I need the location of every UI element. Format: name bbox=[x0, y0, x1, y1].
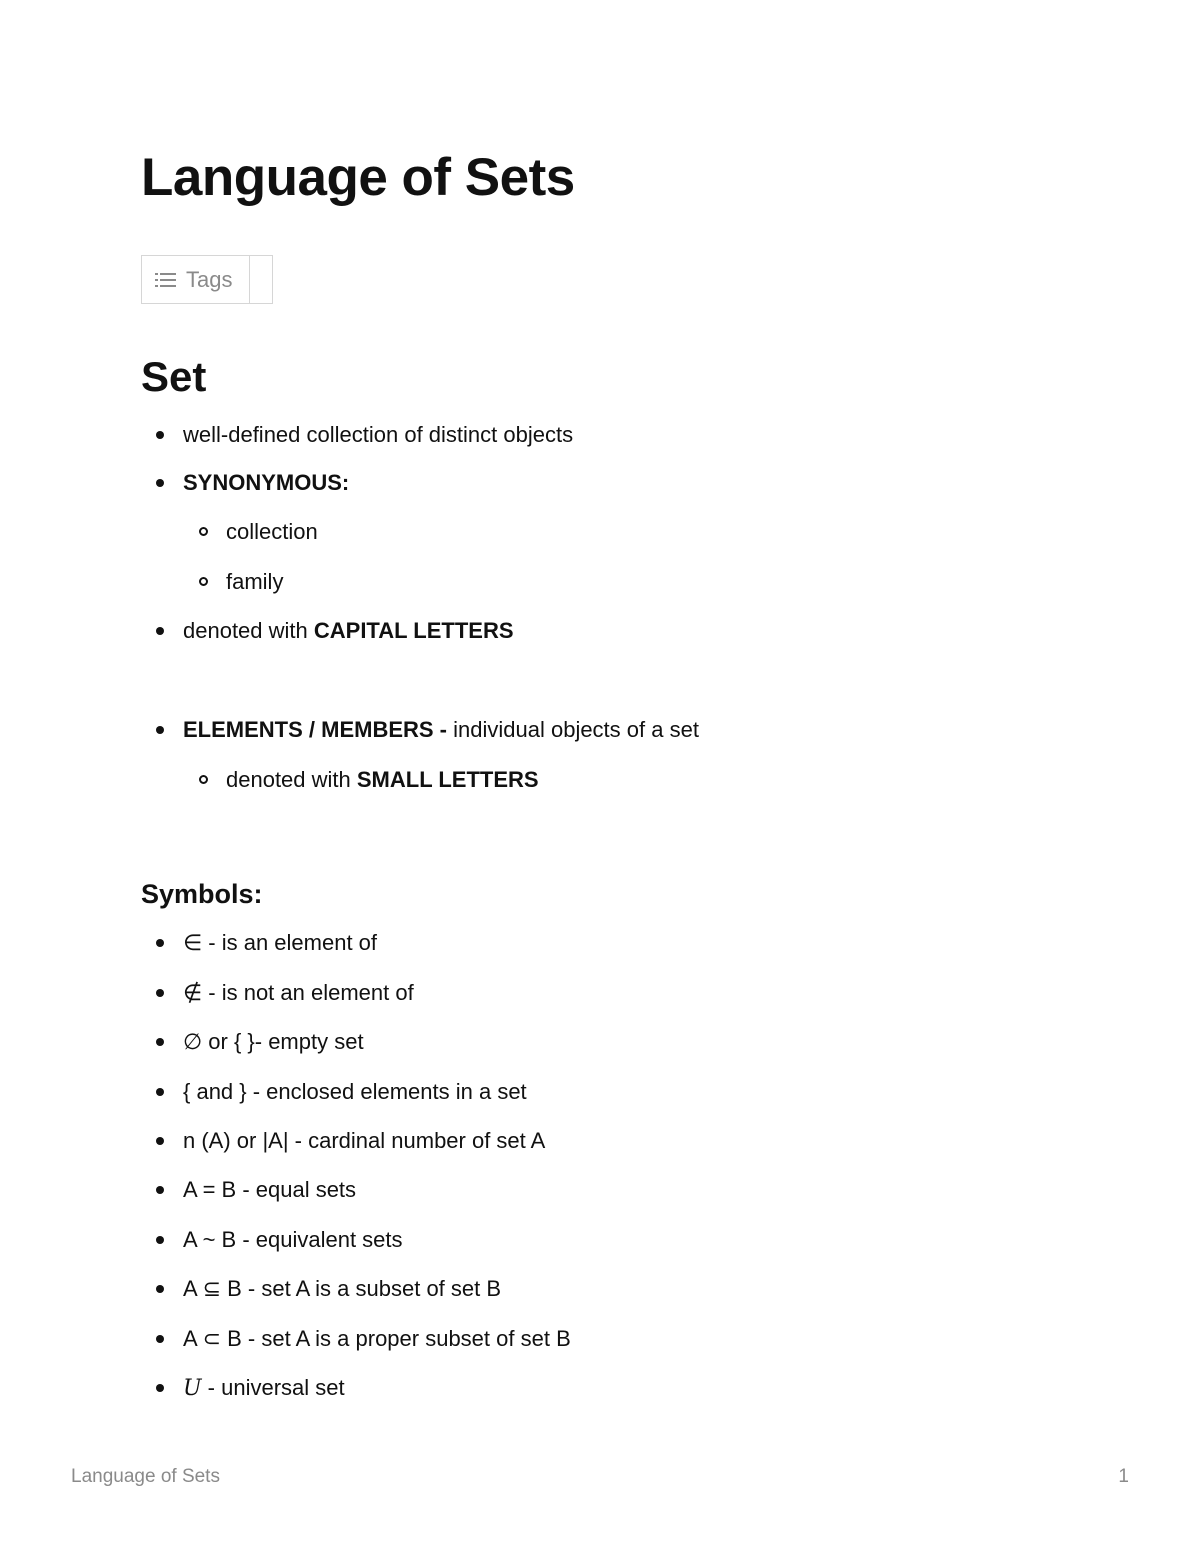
symbol-text: ∅ or { }- empty set bbox=[183, 1029, 364, 1054]
bullet-icon bbox=[156, 1236, 164, 1244]
tags-property[interactable] bbox=[141, 255, 273, 304]
symbols-heading: Symbols: bbox=[141, 879, 263, 909]
symbol-text: { and } - enclosed elements in a set bbox=[183, 1079, 527, 1104]
symbol-item bbox=[183, 1124, 545, 1158]
capital-prefix: denoted with bbox=[183, 618, 314, 643]
circle-bullet-icon bbox=[199, 527, 208, 536]
bullet-icon bbox=[156, 1137, 164, 1145]
list-icon bbox=[155, 271, 177, 289]
bullet-icon bbox=[156, 1384, 164, 1392]
bullet-icon bbox=[156, 939, 164, 947]
page-title: Language of Sets bbox=[141, 148, 575, 207]
list-item bbox=[183, 614, 514, 648]
elements-text: individual objects of a set bbox=[447, 717, 699, 742]
synonymous-label: SYNONYMOUS: bbox=[183, 470, 350, 495]
symbol-text: A ⊆ B - set A is a subset of set B bbox=[183, 1276, 502, 1301]
symbol-text: A = B - equal sets bbox=[183, 1177, 357, 1202]
tags-value[interactable] bbox=[250, 256, 272, 303]
tags-label: Tags bbox=[186, 266, 233, 292]
symbol-item bbox=[183, 1075, 527, 1109]
symbol-item bbox=[183, 926, 377, 960]
list-item bbox=[226, 515, 318, 549]
universal-set-symbol: U bbox=[183, 1376, 202, 1401]
capital-letters: CAPITAL LETTERS bbox=[313, 618, 514, 643]
symbol-item bbox=[183, 1223, 403, 1257]
bullet-icon bbox=[156, 1038, 164, 1046]
symbol-item bbox=[183, 1322, 571, 1356]
bullet-icon bbox=[156, 627, 164, 635]
symbol-text: n (A) or |A| - cardinal number of set A bbox=[183, 1128, 546, 1153]
list-item bbox=[183, 713, 699, 747]
universal-set-text: - universal set bbox=[201, 1375, 345, 1400]
page-number: 1 bbox=[1118, 1466, 1129, 1487]
symbol-text: A ⊂ B - set A is a proper subset of set B bbox=[183, 1326, 571, 1351]
symbol-item bbox=[183, 976, 414, 1010]
circle-bullet-icon bbox=[199, 577, 208, 586]
tags-label-cell bbox=[142, 256, 250, 303]
bullet-icon bbox=[156, 1335, 164, 1343]
bullet-icon bbox=[156, 1285, 164, 1293]
symbol-text: A ~ B - equivalent sets bbox=[183, 1227, 403, 1252]
small-letters: SMALL LETTERS bbox=[356, 767, 539, 792]
bullet-icon bbox=[156, 431, 164, 439]
symbol-item bbox=[183, 1371, 345, 1405]
footer-title: Language of Sets bbox=[71, 1466, 220, 1487]
symbol-text: ∈ - is an element of bbox=[183, 930, 378, 955]
bullet-icon bbox=[156, 1088, 164, 1096]
symbol-item bbox=[183, 1173, 356, 1207]
bullet-icon bbox=[156, 726, 164, 734]
bullet-icon bbox=[156, 479, 164, 487]
elements-label: ELEMENTS / MEMBERS - bbox=[183, 717, 448, 742]
symbol-item bbox=[183, 1272, 501, 1306]
symbol-item bbox=[183, 1025, 364, 1059]
circle-bullet-icon bbox=[199, 775, 208, 784]
synonym: collection bbox=[226, 519, 318, 544]
list-item bbox=[183, 466, 349, 500]
symbol-text: ∉ - is not an element of bbox=[183, 980, 414, 1005]
set-definition: well-defined collection of distinct objects bbox=[183, 422, 574, 447]
bullet-icon bbox=[156, 1186, 164, 1194]
synonym: family bbox=[226, 569, 284, 594]
list-item bbox=[183, 418, 573, 452]
small-prefix: denoted with bbox=[226, 767, 357, 792]
list-item bbox=[226, 763, 539, 797]
list-item bbox=[226, 565, 283, 599]
bullet-icon bbox=[156, 989, 164, 997]
section-heading-set: Set bbox=[141, 353, 207, 400]
